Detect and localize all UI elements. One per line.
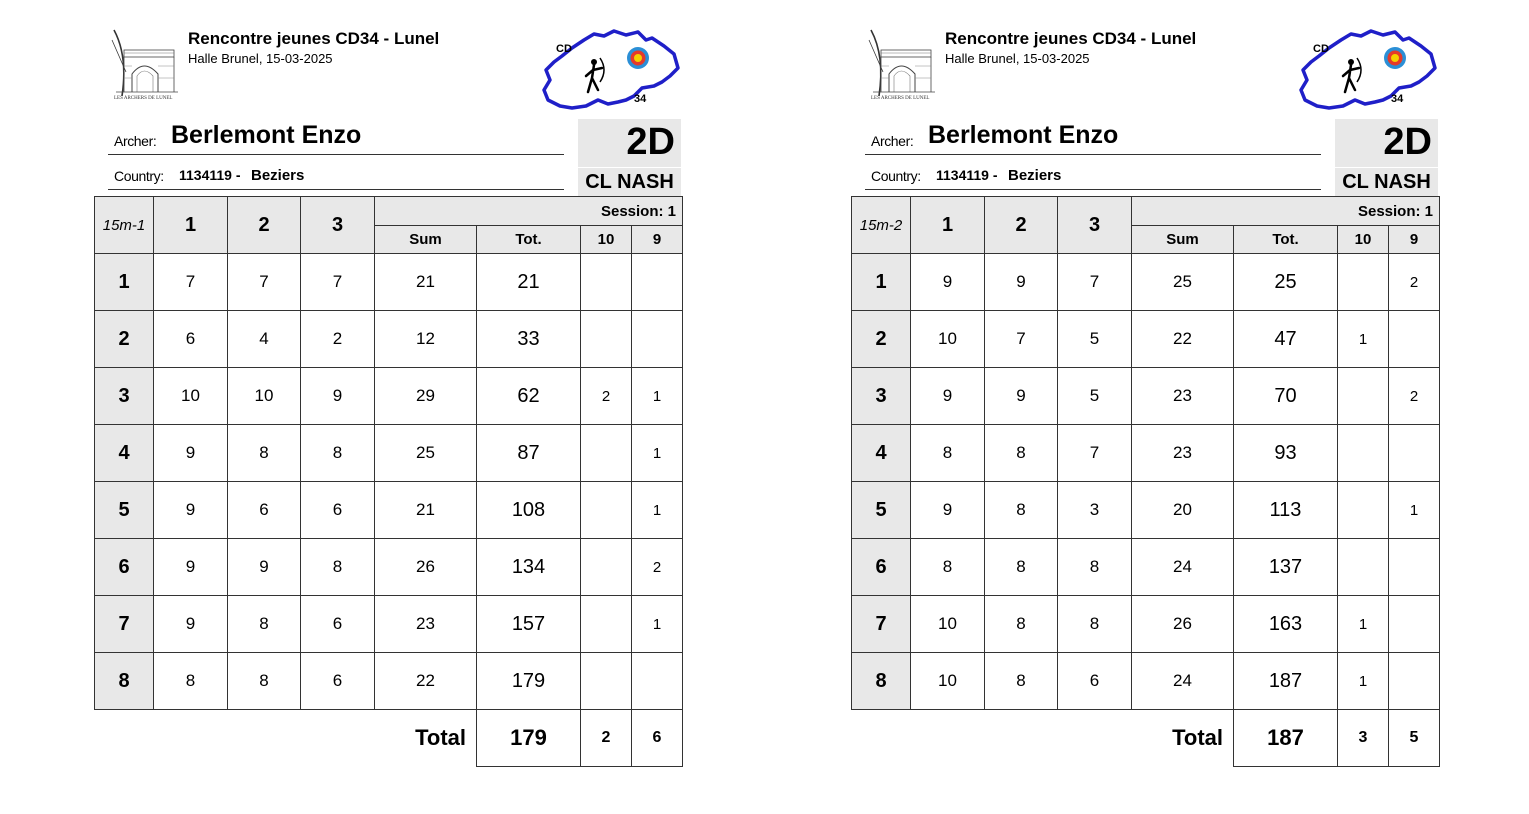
arrow-1-header: 1 xyxy=(154,197,228,254)
tens-header: 10 xyxy=(1338,226,1389,254)
end-sum: 22 xyxy=(1132,311,1234,368)
end-number: 6 xyxy=(95,539,154,596)
end-number: 1 xyxy=(95,254,154,311)
arrow-score: 6 xyxy=(301,596,375,653)
nines-count: 1 xyxy=(632,596,683,653)
tens-count xyxy=(1338,539,1389,596)
event-title: Rencontre jeunes CD34 - Lunel xyxy=(945,29,1197,48)
category-box xyxy=(578,119,681,167)
total-label: Total xyxy=(1172,725,1223,751)
running-total: 93 xyxy=(1234,425,1338,482)
total-nines: 6 xyxy=(632,710,683,767)
licence-number: 1134119 - xyxy=(179,167,241,183)
arrow-score: 6 xyxy=(228,482,301,539)
arrow-score: 7 xyxy=(228,254,301,311)
tens-count: 1 xyxy=(1338,596,1389,653)
end-sum: 23 xyxy=(1132,425,1234,482)
nines-count xyxy=(1389,596,1440,653)
end-number: 5 xyxy=(95,482,154,539)
tens-header: 10 xyxy=(581,226,632,254)
end-sum: 24 xyxy=(1132,653,1234,710)
arrow-score: 10 xyxy=(911,596,985,653)
session-header: Session: 1 xyxy=(375,197,683,226)
arrow-score: 6 xyxy=(154,311,228,368)
total-tens: 2 xyxy=(581,710,632,767)
running-total: 47 xyxy=(1234,311,1338,368)
nines-count xyxy=(632,653,683,710)
running-total: 134 xyxy=(477,539,581,596)
tens-count xyxy=(581,653,632,710)
logo-cd-text: CD xyxy=(1313,43,1329,55)
arrow-score: 8 xyxy=(228,596,301,653)
end-number: 2 xyxy=(852,311,911,368)
arrow-score: 10 xyxy=(911,311,985,368)
arrow-score: 7 xyxy=(154,254,228,311)
arrow-score: 7 xyxy=(1058,254,1132,311)
total-header: Tot. xyxy=(1234,226,1338,254)
archers-de-lunel-logo xyxy=(104,26,179,110)
nines-count: 2 xyxy=(1389,254,1440,311)
arrow-score: 8 xyxy=(1058,596,1132,653)
arrow-score: 9 xyxy=(985,254,1058,311)
arrow-score: 8 xyxy=(228,653,301,710)
tens-count xyxy=(581,425,632,482)
distance-header: 15m-2 xyxy=(852,197,911,254)
nines-count: 1 xyxy=(632,425,683,482)
class-box xyxy=(1335,168,1438,196)
running-total: 25 xyxy=(1234,254,1338,311)
tens-count xyxy=(1338,482,1389,539)
nines-count: 1 xyxy=(1389,482,1440,539)
table-row xyxy=(95,596,683,653)
logo-34-text: 34 xyxy=(634,93,647,105)
arrow-score: 3 xyxy=(1058,482,1132,539)
arrow-score: 8 xyxy=(985,482,1058,539)
arrow-score: 8 xyxy=(985,539,1058,596)
running-total: 108 xyxy=(477,482,581,539)
running-total: 70 xyxy=(1234,368,1338,425)
table-row xyxy=(852,311,1440,368)
arrow-score: 9 xyxy=(228,539,301,596)
arrow-score: 8 xyxy=(985,596,1058,653)
end-sum: 23 xyxy=(1132,368,1234,425)
arrow-score: 8 xyxy=(911,425,985,482)
total-header: Tot. xyxy=(477,226,581,254)
end-number: 1 xyxy=(852,254,911,311)
nines-header: 9 xyxy=(632,226,683,254)
end-sum: 26 xyxy=(375,539,477,596)
table-row xyxy=(852,254,1440,311)
running-total: 179 xyxy=(477,653,581,710)
arrow-score: 9 xyxy=(911,368,985,425)
end-number: 7 xyxy=(95,596,154,653)
class-box xyxy=(578,168,681,196)
country-underline xyxy=(108,189,564,190)
category-box xyxy=(1335,119,1438,167)
table-row xyxy=(95,425,683,482)
arrow-score: 8 xyxy=(228,425,301,482)
country-label: Country: xyxy=(114,168,164,184)
arrow-score: 9 xyxy=(154,425,228,482)
class-value: CL NASH xyxy=(1342,171,1431,193)
event-subtitle: Halle Brunel, 15-03-2025 xyxy=(945,51,1090,66)
tens-count xyxy=(581,539,632,596)
arrow-score: 10 xyxy=(911,653,985,710)
total-row xyxy=(95,710,683,767)
logo-left-text: LES ARCHERS DE LUNEL xyxy=(114,96,173,101)
archer-underline xyxy=(865,154,1321,155)
nines-count: 1 xyxy=(632,368,683,425)
table-row xyxy=(95,539,683,596)
event-subtitle: Halle Brunel, 15-03-2025 xyxy=(188,51,333,66)
tens-count xyxy=(581,254,632,311)
table-row xyxy=(95,368,683,425)
arrow-score: 9 xyxy=(985,368,1058,425)
end-sum: 12 xyxy=(375,311,477,368)
cd34-logo xyxy=(1299,26,1441,112)
nines-count xyxy=(1389,539,1440,596)
sum-header: Sum xyxy=(375,226,477,254)
nines-count: 2 xyxy=(632,539,683,596)
running-total: 21 xyxy=(477,254,581,311)
arrow-score: 8 xyxy=(985,425,1058,482)
table-row xyxy=(852,596,1440,653)
arrow-2-header: 2 xyxy=(228,197,301,254)
end-sum: 20 xyxy=(1132,482,1234,539)
tens-count xyxy=(581,596,632,653)
cd34-logo xyxy=(542,26,684,112)
arrow-score: 6 xyxy=(301,653,375,710)
arrow-score: 9 xyxy=(301,368,375,425)
end-sum: 24 xyxy=(1132,539,1234,596)
arrow-score: 5 xyxy=(1058,368,1132,425)
end-sum: 29 xyxy=(375,368,477,425)
running-total: 163 xyxy=(1234,596,1338,653)
arrow-score: 6 xyxy=(1058,653,1132,710)
tens-count: 2 xyxy=(581,368,632,425)
nines-count: 1 xyxy=(632,482,683,539)
arrow-2-header: 2 xyxy=(985,197,1058,254)
table-row xyxy=(852,425,1440,482)
nines-count xyxy=(1389,311,1440,368)
end-sum: 26 xyxy=(1132,596,1234,653)
score-table xyxy=(94,196,683,767)
nines-count xyxy=(632,254,683,311)
running-total: 33 xyxy=(477,311,581,368)
running-total: 187 xyxy=(1234,653,1338,710)
arrow-score: 2 xyxy=(301,311,375,368)
archers-de-lunel-logo xyxy=(861,26,936,110)
end-number: 8 xyxy=(852,653,911,710)
running-total: 113 xyxy=(1234,482,1338,539)
arrow-score: 9 xyxy=(911,254,985,311)
country-underline xyxy=(865,189,1321,190)
arrow-3-header: 3 xyxy=(1058,197,1132,254)
grand-total: 179 xyxy=(477,710,581,767)
nines-count xyxy=(1389,425,1440,482)
end-sum: 21 xyxy=(375,254,477,311)
end-sum: 22 xyxy=(375,653,477,710)
tens-count: 1 xyxy=(1338,311,1389,368)
arrow-score: 5 xyxy=(1058,311,1132,368)
logo-cd-text: CD xyxy=(556,43,572,55)
grand-total: 187 xyxy=(1234,710,1338,767)
arrow-score: 9 xyxy=(154,596,228,653)
arrow-score: 8 xyxy=(154,653,228,710)
end-number: 3 xyxy=(852,368,911,425)
event-title: Rencontre jeunes CD34 - Lunel xyxy=(188,29,440,48)
running-total: 87 xyxy=(477,425,581,482)
club-name: Beziers xyxy=(251,167,305,184)
total-label: Total xyxy=(415,725,466,751)
arrow-score: 9 xyxy=(911,482,985,539)
end-sum: 23 xyxy=(375,596,477,653)
table-row xyxy=(852,482,1440,539)
arrow-score: 7 xyxy=(1058,425,1132,482)
sum-header: Sum xyxy=(1132,226,1234,254)
end-number: 2 xyxy=(95,311,154,368)
archer-label: Archer: xyxy=(114,133,157,149)
end-number: 4 xyxy=(852,425,911,482)
tens-count xyxy=(1338,254,1389,311)
distance-header: 15m-1 xyxy=(95,197,154,254)
end-sum: 25 xyxy=(1132,254,1234,311)
tens-count xyxy=(581,482,632,539)
tens-count xyxy=(1338,425,1389,482)
category-value: 2D xyxy=(626,121,675,163)
end-number: 7 xyxy=(852,596,911,653)
arrow-score: 9 xyxy=(154,539,228,596)
end-number: 5 xyxy=(852,482,911,539)
category-value: 2D xyxy=(1383,121,1432,163)
arrow-score: 8 xyxy=(911,539,985,596)
tens-count: 1 xyxy=(1338,653,1389,710)
licence-number: 1134119 - xyxy=(936,167,998,183)
arrow-score: 8 xyxy=(1058,539,1132,596)
total-row xyxy=(852,710,1440,767)
table-row xyxy=(95,311,683,368)
tens-count xyxy=(1338,368,1389,425)
running-total: 137 xyxy=(1234,539,1338,596)
country-label: Country: xyxy=(871,168,921,184)
nines-count xyxy=(1389,653,1440,710)
arrow-score: 8 xyxy=(985,653,1058,710)
table-row xyxy=(852,653,1440,710)
club-name: Beziers xyxy=(1008,167,1062,184)
class-value: CL NASH xyxy=(585,171,674,193)
arrow-score: 10 xyxy=(154,368,228,425)
total-tens: 3 xyxy=(1338,710,1389,767)
end-number: 6 xyxy=(852,539,911,596)
score-card-2 xyxy=(851,0,1451,800)
archer-label: Archer: xyxy=(871,133,914,149)
logo-left-text: LES ARCHERS DE LUNEL xyxy=(871,96,930,101)
archer-name: Berlemont Enzo xyxy=(928,121,1119,149)
end-sum: 25 xyxy=(375,425,477,482)
arrow-score: 8 xyxy=(301,425,375,482)
arrow-score: 7 xyxy=(985,311,1058,368)
running-total: 157 xyxy=(477,596,581,653)
arrow-score: 4 xyxy=(228,311,301,368)
total-nines: 5 xyxy=(1389,710,1440,767)
score-card-1 xyxy=(94,0,694,800)
arrow-score: 7 xyxy=(301,254,375,311)
arrow-3-header: 3 xyxy=(301,197,375,254)
session-header: Session: 1 xyxy=(1132,197,1440,226)
arrow-score: 10 xyxy=(228,368,301,425)
score-table xyxy=(851,196,1440,767)
arrow-score: 9 xyxy=(154,482,228,539)
tens-count xyxy=(581,311,632,368)
nines-count xyxy=(632,311,683,368)
end-sum: 21 xyxy=(375,482,477,539)
end-number: 4 xyxy=(95,425,154,482)
table-row xyxy=(852,368,1440,425)
archer-name: Berlemont Enzo xyxy=(171,121,362,149)
nines-count: 2 xyxy=(1389,368,1440,425)
arrow-score: 6 xyxy=(301,482,375,539)
end-number: 8 xyxy=(95,653,154,710)
table-row xyxy=(95,653,683,710)
archer-underline xyxy=(108,154,564,155)
logo-34-text: 34 xyxy=(1391,93,1404,105)
running-total: 62 xyxy=(477,368,581,425)
arrow-score: 8 xyxy=(301,539,375,596)
table-row xyxy=(852,539,1440,596)
table-row xyxy=(95,254,683,311)
table-row xyxy=(95,482,683,539)
nines-header: 9 xyxy=(1389,226,1440,254)
end-number: 3 xyxy=(95,368,154,425)
arrow-1-header: 1 xyxy=(911,197,985,254)
